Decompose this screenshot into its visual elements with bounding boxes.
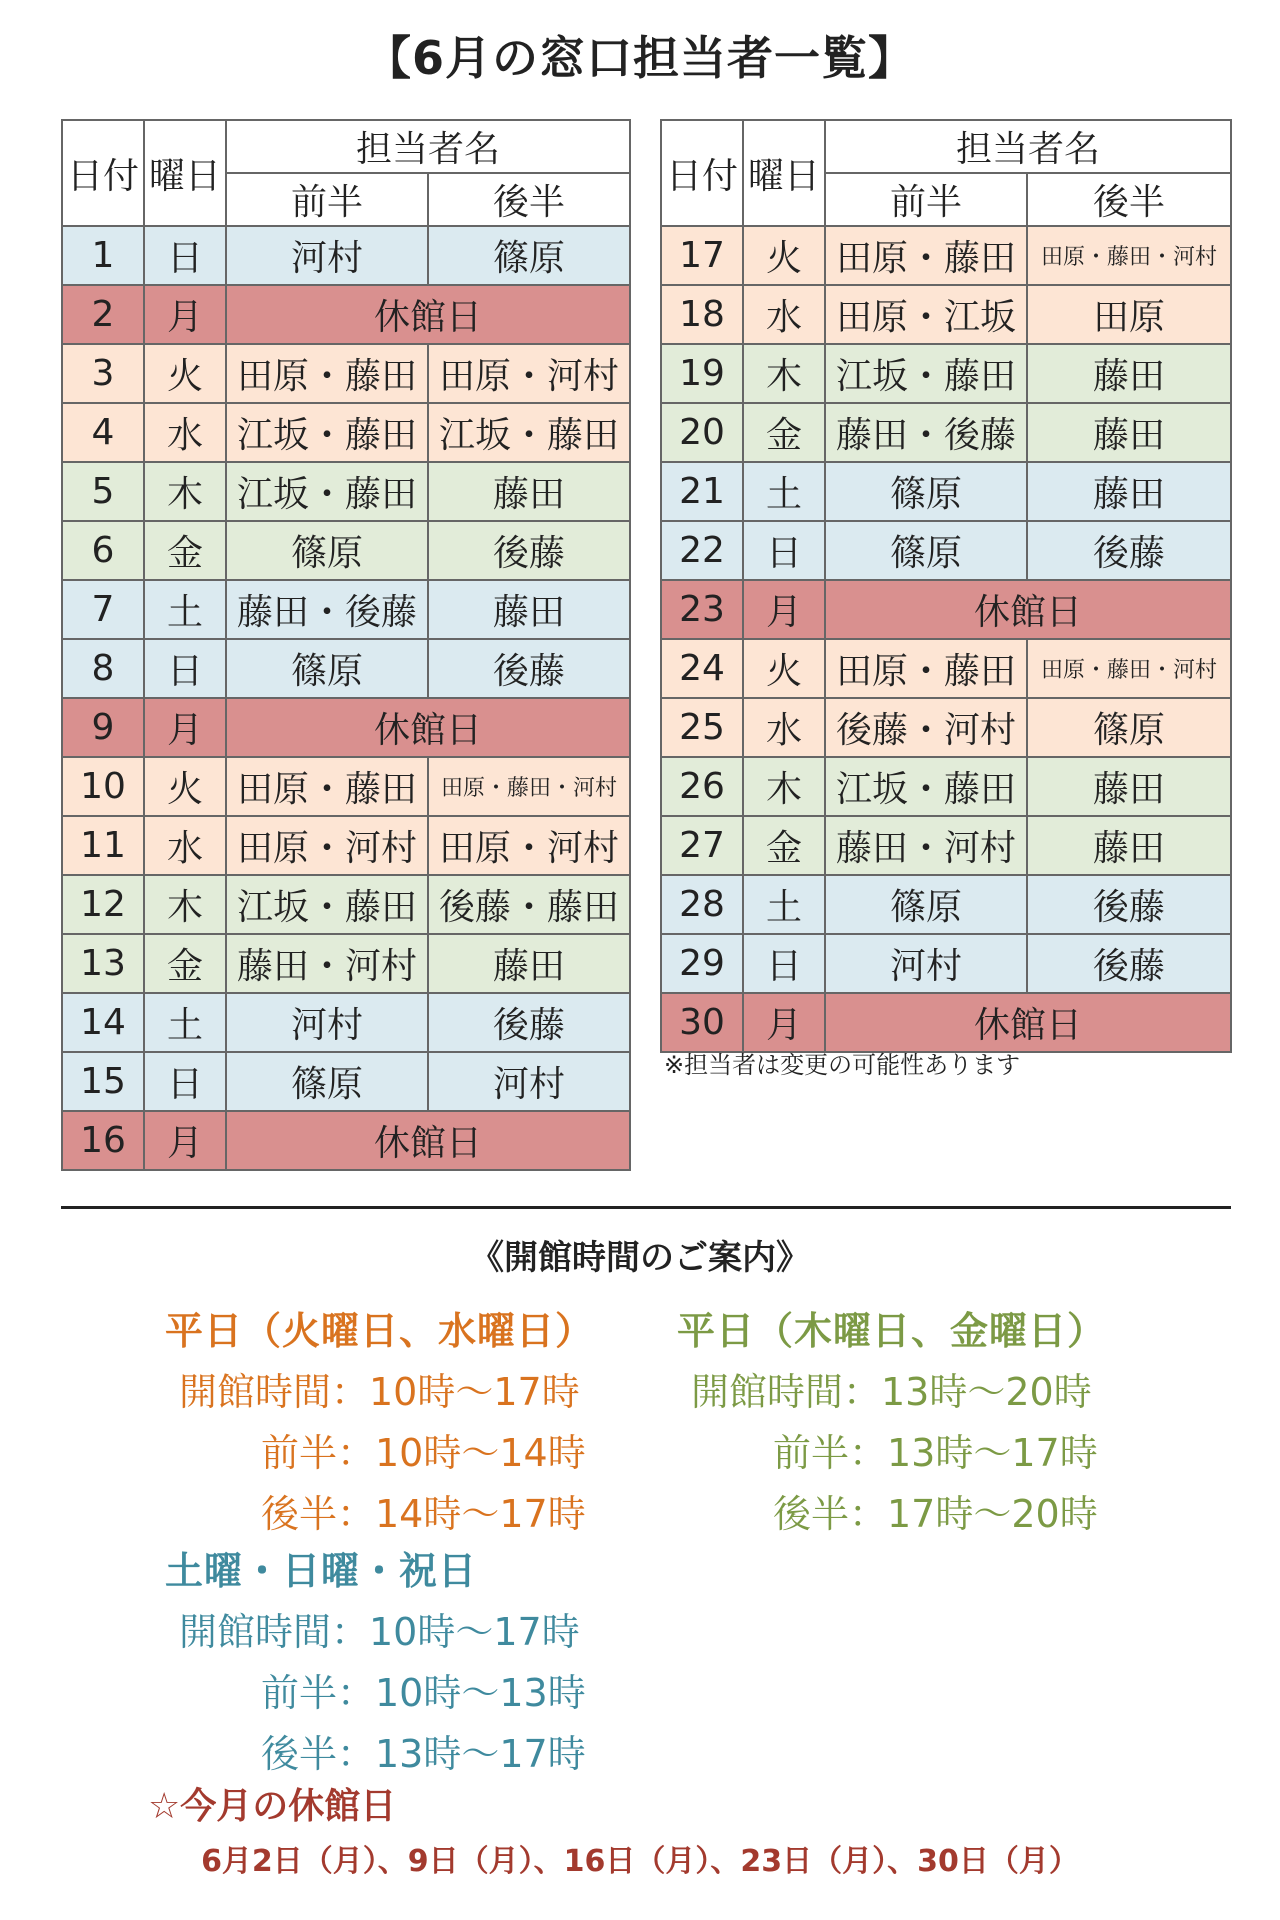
closed-days-title: ☆今月の休館日	[148, 1786, 397, 1827]
schedule-date-cell: 15	[62, 1052, 144, 1111]
second-half-staff-cell: 田原・河村	[428, 344, 630, 403]
schedule-day-cell: 水	[144, 403, 226, 462]
header-date: 日付	[62, 120, 144, 226]
schedule-day-cell: 日	[743, 521, 825, 580]
schedule-row	[661, 226, 1231, 285]
schedule-row	[661, 816, 1231, 875]
second-half-staff-cell: 後藤	[428, 993, 630, 1052]
schedule-date-cell: 28	[661, 875, 743, 934]
second-half-staff-cell: 藤田	[1027, 403, 1231, 462]
schedule-row	[62, 1111, 630, 1170]
schedule-date-cell: 13	[62, 934, 144, 993]
hours-weekend	[165, 1540, 586, 1778]
schedule-date-cell: 21	[661, 462, 743, 521]
first-half-staff-cell: 田原・藤田	[226, 344, 428, 403]
first-half-staff-cell: 江坂・藤田	[825, 344, 1027, 403]
second-half-staff-cell: 後藤	[428, 639, 630, 698]
schedule-date-cell: 4	[62, 403, 144, 462]
header-day: 曜日	[144, 120, 226, 226]
schedule-row	[661, 285, 1231, 344]
first-half-staff-cell: 田原・藤田	[825, 639, 1027, 698]
closed-day-cell: 休館日	[226, 1111, 630, 1170]
header-first-half: 前半	[825, 173, 1027, 226]
hours-tue-wed-first: 前半：10時～14時	[261, 1431, 586, 1475]
hours-title: 《開館時間のご案内》	[470, 1238, 810, 1278]
schedule-day-cell: 水	[743, 285, 825, 344]
schedule-day-cell: 木	[743, 344, 825, 403]
header-name: 担当者名	[825, 120, 1231, 173]
schedule-day-cell: 日	[144, 639, 226, 698]
second-half-staff-cell: 田原・河村	[428, 816, 630, 875]
first-half-staff-cell: 田原・藤田	[825, 226, 1027, 285]
second-half-staff-cell: 後藤・藤田	[428, 875, 630, 934]
schedule-date-cell: 3	[62, 344, 144, 403]
schedule-row	[62, 934, 630, 993]
second-half-staff-cell: 藤田	[428, 934, 630, 993]
schedule-day-cell: 金	[144, 521, 226, 580]
first-half-staff-cell: 江坂・藤田	[226, 403, 428, 462]
second-half-staff-cell: 田原・藤田・河村	[428, 757, 630, 816]
schedule-day-cell: 月	[144, 698, 226, 757]
schedule-day-cell: 月	[743, 993, 825, 1052]
second-half-staff-cell: 藤田	[1027, 757, 1231, 816]
first-half-staff-cell: 藤田・河村	[226, 934, 428, 993]
schedule-date-cell: 7	[62, 580, 144, 639]
second-half-staff-cell: 田原	[1027, 285, 1231, 344]
schedule-table-left	[61, 119, 631, 1171]
schedule-day-cell: 土	[144, 580, 226, 639]
closed-day-cell: 休館日	[226, 285, 630, 344]
section-divider	[61, 1206, 1231, 1209]
schedule-date-cell: 23	[661, 580, 743, 639]
second-half-staff-cell: 後藤	[1027, 875, 1231, 934]
first-half-staff-cell: 河村	[825, 934, 1027, 993]
first-half-staff-cell: 篠原	[226, 1052, 428, 1111]
schedule-day-cell: 金	[144, 934, 226, 993]
first-half-staff-cell: 藤田・後藤	[226, 580, 428, 639]
schedule-row	[62, 639, 630, 698]
first-half-staff-cell: 江坂・藤田	[226, 462, 428, 521]
schedule-day-cell: 日	[144, 1052, 226, 1111]
schedule-day-cell: 月	[144, 285, 226, 344]
first-half-staff-cell: 後藤・河村	[825, 698, 1027, 757]
schedule-day-cell: 木	[144, 462, 226, 521]
schedule-day-cell: 水	[743, 698, 825, 757]
schedule-row	[62, 875, 630, 934]
schedule-day-cell: 月	[743, 580, 825, 639]
schedule-row	[661, 639, 1231, 698]
schedule-day-cell: 日	[144, 226, 226, 285]
header-first-half: 前半	[226, 173, 428, 226]
hours-thu-fri-second: 後半：17時～20時	[773, 1492, 1098, 1536]
second-half-staff-cell: 後藤	[1027, 934, 1231, 993]
first-half-staff-cell: 河村	[226, 226, 428, 285]
schedule-day-cell: 木	[144, 875, 226, 934]
first-half-staff-cell: 江坂・藤田	[226, 875, 428, 934]
closed-day-cell: 休館日	[825, 993, 1231, 1052]
first-half-staff-cell: 田原・河村	[226, 816, 428, 875]
hours-weekend-heading: 土曜・日曜・祝日	[165, 1549, 478, 1593]
schedule-day-cell: 土	[743, 875, 825, 934]
schedule-row	[62, 698, 630, 757]
first-half-staff-cell: 田原・藤田	[226, 757, 428, 816]
schedule-date-cell: 20	[661, 403, 743, 462]
hours-thu-fri-heading: 平日（木曜日、金曜日）	[677, 1309, 1107, 1353]
schedule-day-cell: 日	[743, 934, 825, 993]
second-half-staff-cell: 後藤	[1027, 521, 1231, 580]
schedule-date-cell: 25	[661, 698, 743, 757]
schedule-row	[661, 757, 1231, 816]
second-half-staff-cell: 篠原	[1027, 698, 1231, 757]
first-half-staff-cell: 田原・江坂	[825, 285, 1027, 344]
first-half-staff-cell: 篠原	[825, 521, 1027, 580]
hours-tue-wed	[165, 1300, 594, 1538]
schedule-day-cell: 火	[144, 344, 226, 403]
second-half-staff-cell: 藤田	[1027, 462, 1231, 521]
schedule-row	[62, 462, 630, 521]
schedule-date-cell: 12	[62, 875, 144, 934]
schedule-day-cell: 火	[743, 226, 825, 285]
schedule-date-cell: 10	[62, 757, 144, 816]
schedule-row	[62, 521, 630, 580]
schedule-row	[661, 698, 1231, 757]
schedule-date-cell: 1	[62, 226, 144, 285]
header-name: 担当者名	[226, 120, 630, 173]
schedule-row	[661, 462, 1231, 521]
first-half-staff-cell: 篠原	[825, 875, 1027, 934]
schedule-date-cell: 11	[62, 816, 144, 875]
closed-day-cell: 休館日	[825, 580, 1231, 639]
schedule-date-cell: 2	[62, 285, 144, 344]
closed-days-list: 6月2日（月）、9日（月）、16日（月）、23日（月）、30日（月）	[201, 1844, 1079, 1879]
schedule-date-cell: 14	[62, 993, 144, 1052]
hours-thu-fri	[677, 1300, 1106, 1538]
first-half-staff-cell: 藤田・河村	[825, 816, 1027, 875]
hours-tue-wed-heading: 平日（火曜日、水曜日）	[165, 1309, 595, 1353]
schedule-day-cell: 水	[144, 816, 226, 875]
schedule-day-cell: 金	[743, 816, 825, 875]
hours-weekend-open: 開館時間：10時～17時	[179, 1610, 580, 1654]
first-half-staff-cell: 藤田・後藤	[825, 403, 1027, 462]
schedule-day-cell: 木	[743, 757, 825, 816]
schedule-row	[661, 934, 1231, 993]
schedule-day-cell: 金	[743, 403, 825, 462]
schedule-day-cell: 火	[144, 757, 226, 816]
hours-weekend-second: 後半：13時～17時	[261, 1732, 586, 1776]
schedule-row	[62, 757, 630, 816]
schedule-date-cell: 6	[62, 521, 144, 580]
schedule-date-cell: 24	[661, 639, 743, 698]
schedule-row	[62, 1052, 630, 1111]
schedule-day-cell: 月	[144, 1111, 226, 1170]
schedule-row	[661, 403, 1231, 462]
page-title: 【6月の窓口担当者一覧】	[364, 31, 915, 85]
second-half-staff-cell: 河村	[428, 1052, 630, 1111]
first-half-staff-cell: 篠原	[226, 639, 428, 698]
second-half-staff-cell: 田原・藤田・河村	[1027, 226, 1231, 285]
schedule-date-cell: 30	[661, 993, 743, 1052]
schedule-row	[62, 993, 630, 1052]
schedule-row	[661, 875, 1231, 934]
hours-weekend-first: 前半：10時～13時	[261, 1671, 586, 1715]
second-half-staff-cell: 江坂・藤田	[428, 403, 630, 462]
first-half-staff-cell: 江坂・藤田	[825, 757, 1027, 816]
schedule-row	[661, 580, 1231, 639]
schedule-table-right	[660, 119, 1232, 1053]
schedule-date-cell: 29	[661, 934, 743, 993]
schedule-row	[62, 344, 630, 403]
schedule-row	[62, 285, 630, 344]
second-half-staff-cell: 藤田	[1027, 344, 1231, 403]
second-half-staff-cell: 篠原	[428, 226, 630, 285]
schedule-row	[62, 816, 630, 875]
schedule-date-cell: 22	[661, 521, 743, 580]
schedule-date-cell: 5	[62, 462, 144, 521]
second-half-staff-cell: 藤田	[428, 580, 630, 639]
schedule-row	[62, 403, 630, 462]
second-half-staff-cell: 藤田	[1027, 816, 1231, 875]
schedule-date-cell: 19	[661, 344, 743, 403]
schedule-day-cell: 火	[743, 639, 825, 698]
hours-tue-wed-open: 開館時間：10時～17時	[179, 1370, 580, 1414]
schedule-row	[62, 580, 630, 639]
schedule-date-cell: 26	[661, 757, 743, 816]
schedule-date-cell: 17	[661, 226, 743, 285]
schedule-date-cell: 9	[62, 698, 144, 757]
first-half-staff-cell: 篠原	[825, 462, 1027, 521]
second-half-staff-cell: 藤田	[428, 462, 630, 521]
first-half-staff-cell: 篠原	[226, 521, 428, 580]
hours-tue-wed-second: 後半：14時～17時	[261, 1492, 586, 1536]
schedule-row	[661, 344, 1231, 403]
hours-thu-fri-first: 前半：13時～17時	[773, 1431, 1098, 1475]
schedule-row	[661, 993, 1231, 1052]
schedule-date-cell: 8	[62, 639, 144, 698]
hours-thu-fri-open: 開館時間：13時～20時	[691, 1370, 1092, 1414]
schedule-row	[661, 521, 1231, 580]
schedule-day-cell: 土	[144, 993, 226, 1052]
schedule-date-cell: 27	[661, 816, 743, 875]
closed-day-cell: 休館日	[226, 698, 630, 757]
schedule-day-cell: 土	[743, 462, 825, 521]
header-date: 日付	[661, 120, 743, 226]
header-second-half: 後半	[428, 173, 630, 226]
schedule-row	[62, 226, 630, 285]
header-second-half: 後半	[1027, 173, 1231, 226]
schedule-date-cell: 18	[661, 285, 743, 344]
first-half-staff-cell: 河村	[226, 993, 428, 1052]
second-half-staff-cell: 田原・藤田・河村	[1027, 639, 1231, 698]
schedule-date-cell: 16	[62, 1111, 144, 1170]
staff-change-note: ※担当者は変更の可能性あります	[664, 1051, 1021, 1079]
header-day: 曜日	[743, 120, 825, 226]
second-half-staff-cell: 後藤	[428, 521, 630, 580]
